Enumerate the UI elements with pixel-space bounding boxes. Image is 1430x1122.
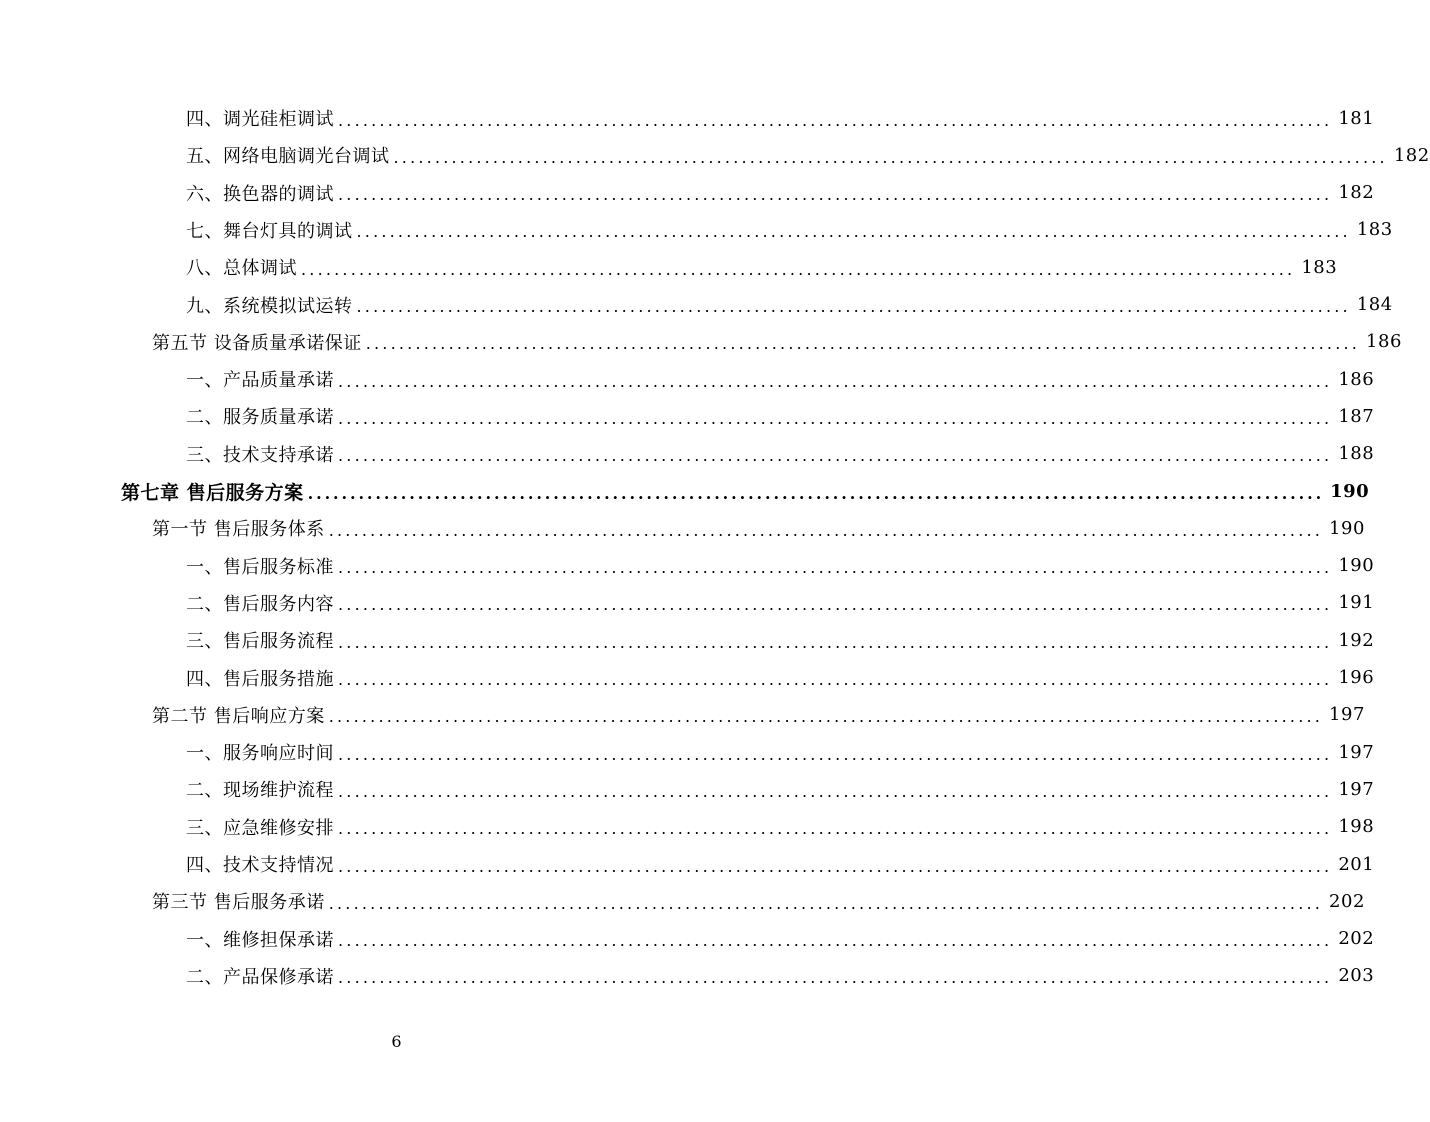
toc-leader-dots: ........................................................................................................................ [338,968,1333,988]
toc-entry [186,846,1375,882]
toc-entry-page: 190 [1330,480,1370,502]
toc-entry [186,771,1375,807]
toc-entry [186,660,1375,696]
toc-leader-dots: ........................................................................................................................ [393,147,1388,167]
toc-leader-dots: ........................................................................................................................ [338,856,1333,876]
toc-entry-label: 二、产品保修承诺 [186,966,334,988]
toc-entry-label: 第二节 售后响应方案 [152,705,325,727]
toc-entry [186,287,1393,323]
toc-entry-page: 181 [1338,107,1375,129]
toc-entry [186,921,1375,957]
toc-entry [186,436,1375,472]
toc-leader-dots: ........................................................................................................................ [338,558,1333,578]
toc-entry-label: 六、换色器的调试 [186,183,334,205]
toc-entry-page: 203 [1338,965,1375,987]
toc-entry [186,548,1375,584]
toc-leader-dots: ........................................................................................................................ [338,632,1333,652]
toc-entry-label: 一、售后服务标准 [186,556,334,578]
toc-entry-page: 190 [1329,517,1365,539]
toc-entry [186,212,1393,248]
toc-entry-page: 191 [1338,592,1375,614]
toc-entry [152,697,1365,733]
toc-entry-label: 一、服务响应时间 [186,743,334,765]
toc-leader-dots: ........................................................................................................................ [338,185,1333,205]
toc-entry-page: 197 [1338,778,1375,800]
toc-entry-label: 一、维修担保承诺 [186,929,334,951]
toc-entry-page: 187 [1338,405,1375,427]
toc-entry-page: 198 [1338,816,1375,838]
toc-entry-page: 196 [1338,667,1375,688]
toc-entry-page: 190 [1338,555,1375,577]
toc-entry-page: 184 [1356,294,1393,315]
toc-leader-dots: ........................................................................................................................ [338,110,1333,130]
toc-entry-page: 201 [1338,853,1375,875]
toc-entry [186,398,1375,434]
toc-entry-label: 二、服务质量承诺 [186,407,334,429]
toc-entry [186,585,1375,621]
toc-entry [186,249,1338,285]
toc-entry [186,137,1430,173]
toc-leader-dots: ........................................................................................................................ [338,595,1333,615]
toc-entry [121,473,1370,509]
toc-entry-page: 202 [1338,928,1375,950]
toc-entry [186,361,1375,397]
toc-entry-label: 三、售后服务流程 [186,631,334,653]
toc-entry-label: 四、售后服务措施 [186,668,334,690]
toc-entry-label: 三、技术支持承诺 [186,444,334,466]
toc-entry [186,809,1375,845]
toc-entry-page: 182 [1338,182,1375,204]
toc-entry [186,175,1375,211]
toc-leader-dots: ........................................................................................................................ [338,408,1333,428]
toc-entry-label: 四、调光硅柜调试 [186,109,334,130]
toc-entry-label: 二、售后服务内容 [186,593,334,615]
toc-entry-label: 四、技术支持情况 [186,855,334,876]
toc-leader-dots: ........................................................................................................................ [307,483,1325,503]
toc-entry-label: 第五节 设备质量承诺保证 [152,332,362,354]
toc-entry-page: 182 [1393,144,1430,166]
toc-leader-dots: ........................................................................................................................ [365,334,1361,354]
toc-leader-dots: ........................................................................................................................ [338,819,1333,839]
toc-leader-dots: ........................................................................................................................ [356,297,1351,316]
toc-entry [186,734,1375,770]
toc-leader-dots: ........................................................................................................................ [338,371,1333,391]
toc-entry-page: 197 [1329,704,1365,726]
toc-entry-label: 一、产品质量承诺 [186,370,334,392]
toc-leader-dots: ........................................................................................................................ [328,893,1324,913]
toc-entry-label: 三、应急维修安排 [186,817,334,839]
page-number: 6 [391,1032,402,1051]
toc-leader-dots: ........................................................................................................................ [328,520,1324,540]
toc-entry-label: 七、舞台灯具的调试 [186,220,353,242]
toc-entry [152,883,1365,919]
toc-entry [186,100,1375,136]
toc-entry [186,958,1375,994]
toc-entry-label: 第一节 售后服务体系 [152,519,325,541]
toc-leader-dots: ........................................................................................................................ [338,931,1333,951]
toc-entry-page: 197 [1338,741,1375,763]
toc-leader-dots: ........................................................................................................................ [338,781,1333,801]
toc-leader-dots: ........................................................................................................................ [338,670,1333,689]
toc-entry [186,622,1375,658]
toc-entry-page: 186 [1338,368,1375,390]
toc-entry-page: 192 [1338,629,1375,651]
toc-entry-page: 183 [1301,256,1338,278]
toc-entry-page: 183 [1356,219,1393,241]
toc-entry-label: 八、总体调试 [186,258,297,280]
toc-entry-label: 第三节 售后服务承诺 [152,892,325,914]
toc-entry-label: 二、现场维护流程 [186,780,334,802]
toc-leader-dots: ........................................................................................................................ [301,259,1296,279]
toc-entry-page: 186 [1366,331,1402,353]
toc-leader-dots: ........................................................................................................................ [338,446,1333,466]
toc-entry-label: 五、网络电脑调光台调试 [186,146,390,168]
toc-leader-dots: ........................................................................................................................ [356,222,1351,242]
toc-entry [152,510,1365,546]
toc-leader-dots: ........................................................................................................................ [328,707,1324,727]
toc-entry [152,324,1402,360]
toc-entry-page: 188 [1338,443,1375,465]
toc-entry-label: 第七章 售后服务方案 [121,481,304,504]
toc-entry-label: 九、系统模拟试运转 [186,295,353,317]
toc-leader-dots: ........................................................................................................................ [338,744,1333,764]
toc-entry-page: 202 [1329,890,1365,912]
